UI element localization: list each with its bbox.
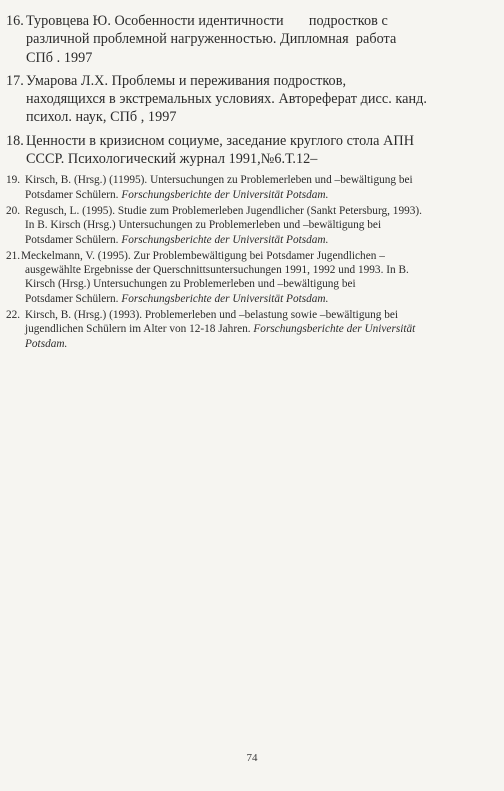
reference-series-title: Forschungsberichte der Universität Potsdam.	[121, 233, 329, 246]
reference-line	[25, 188, 486, 202]
reference-line	[25, 337, 486, 351]
reference-item-20	[6, 204, 486, 247]
reference-number: 16.	[6, 13, 24, 29]
reference-line: Умарова Л.Х. Проблемы и переживания подростков,	[26, 72, 347, 89]
reference-number: 17.	[6, 72, 24, 89]
reference-number: 21.	[6, 249, 21, 262]
reference-line: СССР. Психологический журнал 1991,№6.Т.12–	[26, 151, 318, 168]
reference-series-title: Forschungsberichte der Universität	[253, 323, 416, 336]
reference-item-21	[6, 249, 486, 306]
reference-line	[25, 233, 486, 247]
reference-text	[26, 72, 486, 127]
reference-number: 18.	[6, 132, 24, 149]
reference-line: психол. наук, СПб , 1997	[26, 109, 177, 126]
reference-text	[25, 308, 486, 351]
reference-series-title: Forschungsberichte der Universität Potsdam.	[121, 292, 329, 305]
reference-item-18	[6, 132, 486, 169]
reference-line: находящихся в экстремальных условиях. Автореферат дисс. канд.	[26, 91, 427, 108]
reference-line-plain: Potsdamer Schülern.	[25, 233, 122, 246]
reference-line: ausgewählte Ergebnisse der Querschnittsuntersuchungen 1991, 1992 und 1993. In B.	[25, 264, 409, 277]
reference-line: различной проблемной нагруженностью. Дипломная работа	[26, 31, 397, 48]
reference-line: Ценности в кризисном социуме, заседание круглого стола АПН	[26, 132, 414, 149]
reference-line: Kirsch, B. (Hrsg.) (1993). Problemerleben und –belastung sowie –bewältigung bei	[25, 309, 399, 322]
reference-list	[6, 12, 486, 353]
reference-text	[26, 132, 486, 169]
reference-line	[25, 322, 486, 336]
reference-line-plain: Potsdamer Schülern.	[25, 188, 122, 201]
reference-item-17	[6, 72, 486, 127]
reference-line: In B. Kirsch (Hrsg.) Untersuchungen zu Problemerleben und –bewältigung bei	[25, 219, 382, 232]
reference-text	[25, 173, 486, 202]
reference-line: Meckelmann, V. (1995). Zur Problembewältigung bei Potsdamer Jugendlichen –	[21, 249, 385, 262]
reference-text	[21, 249, 486, 306]
reference-item-22	[6, 308, 486, 351]
reference-series-title: Potsdam.	[25, 337, 68, 350]
reference-number: 19.	[6, 174, 21, 187]
reference-line: Туровцева Ю. Особенности идентичности подростков с	[26, 13, 388, 29]
page-number: 74	[246, 752, 258, 764]
reference-line: Regusch, L. (1995). Studie zum Problemerleben Jugendlicher (Sankt Petersburg, 1993).	[25, 204, 422, 217]
reference-line-plain: Potsdamer Schülern.	[25, 292, 122, 305]
reference-line	[25, 292, 486, 306]
reference-text	[25, 204, 486, 247]
reference-line: Kirsch (Hrsg.) Untersuchungen zu Problemerleben und –bewältigung bei	[25, 278, 356, 291]
reference-line: СПб . 1997	[26, 49, 93, 66]
reference-series-title: Forschungsberichte der Universität Potsdam.	[121, 188, 329, 201]
reference-item-16	[6, 12, 486, 67]
reference-line: Kirsch, B. (Hrsg.) (11995). Untersuchungen zu Problemerleben und –bewältigung bei	[25, 174, 413, 187]
reference-number: 22.	[6, 309, 21, 322]
reference-text	[26, 12, 486, 67]
reference-number: 20.	[6, 204, 21, 217]
reference-line-plain: jugendlichen Schülern im Alter von 12-18 Jahren.	[25, 323, 254, 336]
reference-item-19	[6, 173, 486, 202]
